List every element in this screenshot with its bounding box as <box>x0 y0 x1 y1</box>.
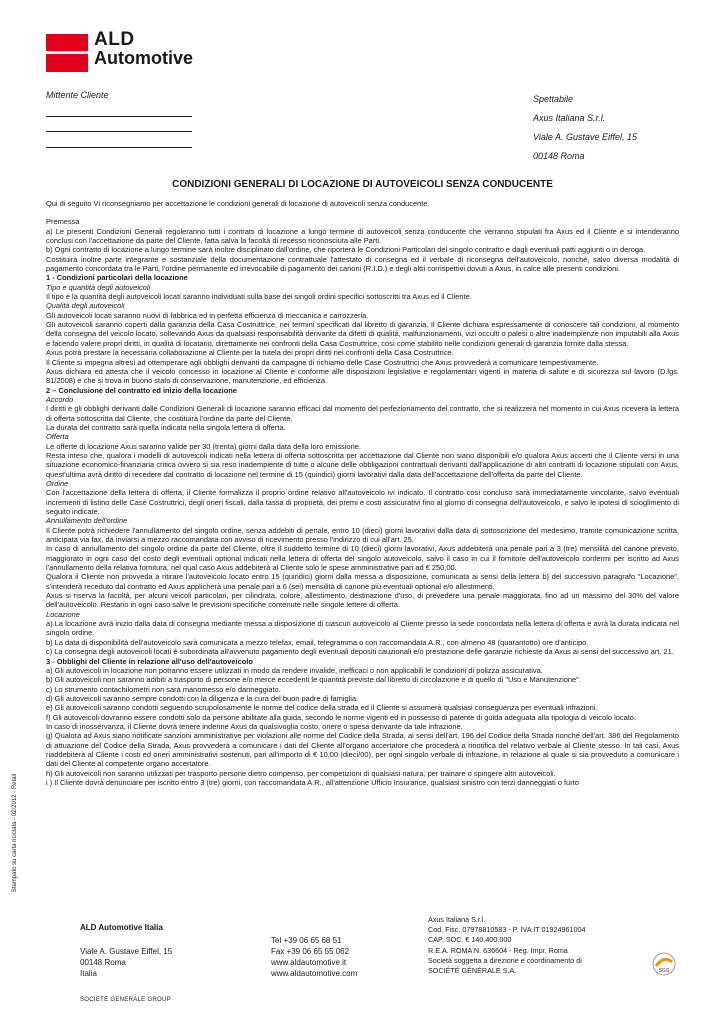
body-paragraph: Axus dichiara ed attesta che il veicolo concesso in locazione al Cliente è conforme alle disposizioni legislative e regolamentari vigenti in materia di salute e di sicurezza sul lavoro (D.lgs. 81/2008) e che si trova in buono stato di conservazione, manutenzione, ed efficienza. <box>46 366 679 386</box>
sender-label: Mittente Cliente <box>46 90 109 100</box>
addressee-block <box>533 90 637 166</box>
body-paragraph: Il Cliente si impegna altresì ad ottemperare agli obblighi derivanti da campagne di richiamo delle Case Costruttrici che Axus provvederà a comunicare tempestivamente. <box>46 357 599 367</box>
body-paragraph: In caso di inosservanza, il Cliente dovrà tenere indenne Axus da qualsivoglia costo, onere o spesa derivante da tale infrazione. <box>46 721 463 731</box>
body-paragraph: a) La locazione avrà inizio dalla data di consegna mediante messa a disposizione di ciascun autoveicolo al Cliente presso la sede concordata nella lettera di offerta e avrà la durata indicata nel singolo ordine. <box>46 619 679 638</box>
addressee-line: Viale A. Gustave Eiffel, 15 <box>533 132 638 142</box>
sgs-label: SGS <box>658 968 670 974</box>
sender-line-2[interactable] <box>46 131 192 132</box>
footer-company: ALD Automotive Italia <box>80 923 163 932</box>
addressee-line: Axus Italiana S.r.l. <box>533 113 606 123</box>
footer-address-line: 00148 Roma <box>80 958 126 967</box>
footer-address <box>80 946 172 979</box>
section-heading: 3 - Obblighi del Cliente in relazione all'uso dell'autoveicolo <box>46 656 253 666</box>
footer-address-line: Viale A. Gustave Eiffel, 15 <box>80 947 173 956</box>
body-paragraph: b) La data di disponibilità dell'autoveicolo sarà comunicata a mezzo telefax, email, telegramma o con raccomandata A.R., con almeno 48 (quarantotto) ore d'anticipo. <box>46 637 589 647</box>
sender-line-1[interactable] <box>46 116 192 117</box>
document-title: CONDIZIONI GENERALI DI LOCAZIONE DI AUTOVEICOLI SENZA CONDUCENTE <box>172 179 553 190</box>
body-paragraph: Axus potrà prestare la necessaria collaborazione al Cliente per la tutela dei propri diritti nei confronti della Casa Costruttrice. <box>46 348 454 358</box>
addressee-line: Spettabile <box>533 94 574 104</box>
subsection-heading: Annullamento dell'ordine <box>46 516 128 526</box>
body-paragraph: Premessa <box>46 217 80 227</box>
body-paragraph: La durata del contratto sarà quella indicata nella singola lettera di offerta. <box>46 422 286 432</box>
document-body <box>46 199 679 787</box>
footer-legal-line: Axus Italiana S.r.l. <box>428 915 486 924</box>
ald-logo-text <box>94 30 193 68</box>
section-heading: 2 – Conclusione del contratto ed inizio della locazione <box>46 385 237 395</box>
subsection-heading: Tipo e quantità degli autoveicoli <box>46 282 151 292</box>
body-paragraph: b) Ogni contratto di locazione a lungo termine sarà inoltre disciplinato dall'ordine, che riporterà le Condizioni Particolari del singolo contratto e dagli eventuali patti aggiunti o in deroga. <box>46 245 646 255</box>
body-paragraph: c) La consegna degli autoveicoli locati è subordinata all'avvenuto pagamento degli eventuali depositi cauzionali e/o prestazione delle garanzie richieste da Axus ai sensi del successivo art. 21. <box>46 647 674 657</box>
body-paragraph: c) Lo strumento contachilometri non sarà manomesso e/o danneggiato. <box>46 684 281 694</box>
footer-legal-line: SOCIÉTÉ GÉNÉRALE S.A. <box>428 966 517 976</box>
subsection-heading: Offerta <box>46 432 69 442</box>
footer-phone: Tel +39 06 65 68 51 <box>271 936 342 945</box>
body-paragraph: d) Gli autoveicoli saranno sempre condotti con la diligenza e la cura del buon padre di famiglia. <box>46 693 359 703</box>
group-label: SOCIETE GENERALE GROUP <box>80 997 171 1003</box>
body-paragraph: Con l'accettazione della lettera di offerta, il Cliente formalizza il proprio ordine relativo all'autoveicolo ivi indicato. Il contratto così concluso sarà immediatamente vincolante, salvo eventuali incrementi di listino delle Case Costruttrici, degli oneri fiscali, dalla tassa di proprietà, dei premi e costi assicurativi fino al giorno di consegna dell'autoveicolo, e salvo le ipotesi di scioglimento di seguito indicate. <box>46 488 679 516</box>
footer-fax: Fax +39 06 65 55 062 <box>271 947 350 956</box>
body-paragraph: a) Gli autoveicoli in locazione non potranno essere utilizzati in modo da rendere invalide, inefficaci o non applicabili le condizioni di polizza assicurativa. <box>46 665 543 675</box>
footer-legal-line: CAP. SOC. € 140.400.000 <box>428 935 512 945</box>
footer-legal-line: R.E.A. ROMA N. 636604 - Reg. Impr. Roma <box>428 945 568 955</box>
footer-website-link[interactable]: www.aldautomotive.it <box>271 958 347 967</box>
footer-contacts <box>271 935 357 979</box>
body-paragraph: g) Qualora ad Axus siano notificate sanzioni amministrative per violazioni alle norme del Codice della Strada, ai sensi dell'art. 196 del Codice della Strada nonché dell'art. 386 del Regolamento di attuazione del Codice della Strada, Axus provvederà a comunicare i dati del Cliente all'organo accertatore che procederà a rinotifica del relativo verbale al Cliente stesso. In tali casi, Axus riaddebiterà al Cliente i costi ed oneri amministrativi sostenuti, pari all'importo di € 10,00 (dieci/00), per ogni singolo verbale di infrazione, in relazione al quale si sia provveduto a comunicare i dati del Cliente al competente organo accertatore. <box>46 731 679 769</box>
body-paragraph: b) Gli autoveicoli non saranno adibiti a trasporto di persone e/o merce eccedenti le quantità previste dal libretto di circolazione e di quello di "Uso e Manutenzione". <box>46 675 581 685</box>
sgs-certification-icon <box>652 952 676 976</box>
body-paragraph: Costituirà inoltre parte integrante e sostanziale della documentazione contrattuale l'attestato di consegna ed il verbale di riconsegna dell'autoveicolo, nonché, salvo diversa modalità di pagamento concordata tra le Parti, l'ordine permanente ed irrevocabile di pagamento dei canoni (R.I.D.) e degli altri corrispettivi dovuti a Axus, in calce alle presenti condizioni. <box>46 254 679 274</box>
subsection-heading: Locazione <box>46 609 80 619</box>
body-paragraph: Qualora il Cliente non provveda a ritirare l'autoveicolo locato entro 15 (quindici) giorni dalla messa a disposizione, comunicata ai sensi della lettera b) del successivo paragrafo "Locazione", s'intenderà receduto dal contratto ed Axus applicherà una penale pari a 6 (sei) mensilità di canone più eventuali optional e/o allestimenti. <box>46 572 679 591</box>
body-paragraph: h) Gli autoveicoli non saranno utilizzati per trasporto persone dietro compenso, per competizioni di qualsiasi natura, per trainare o spingere altri autoveicoli. <box>46 768 556 778</box>
logo-line-2: Automotive <box>94 48 193 68</box>
logo-line-1: ALD <box>94 29 135 50</box>
body-paragraph: i ) Il Cliente dovrà denunciare per iscritto entro 3 (tre) giorni, con raccomandata A.R., all'attenzione Ufficio Insurance, qualsiasi sinistro con terzi danneggiati o furto <box>46 777 579 787</box>
body-paragraph: a) Le presenti Condizioni Generali regoleranno tutti i contratti di locazione a lungo termine di autoveicoli senza conducente che verranno stipulati fra Axus ed il Cliente e si intenderanno conclusi con l'accettazione da parte del Cliente, fatta salva la facoltà di recesso riconosciuta alle Parti. <box>46 226 679 246</box>
section-heading: 1 - Condizioni particolari della locazione <box>46 273 188 283</box>
ald-logo-mark <box>46 34 88 72</box>
body-paragraph: Resta inteso che, qualora i modelli di autoveicoli indicati nella lettera di offerta sottoscritta per accettazione dal Cliente non siano disponibili e/o qualora Axus accerti che il Cliente versi in una situazione economico-finanziaria critica ovvero si sia reso inadempiente di tutte o alcune delle obbligazioni contrattuali derivanti dall'applicazione di altri contratti di locazione stipulati con Axus, quest'ultima avrà diritto di recedere dal contratto di locazione nel termine di 15 (quindici) giorni lavorativi dalla data dell'accettazione dell'offerta da parte del Cliente. <box>46 450 679 479</box>
footer-legal <box>428 915 585 976</box>
footer-legal-line: Società soggetta a direzione e coordinamento di <box>428 955 582 965</box>
subsection-heading: Qualità degli autoveicoli <box>46 301 125 311</box>
side-note-text: Stampato su carta riciclata - 02/2012 - Retail <box>12 773 18 893</box>
body-paragraph: Il Cliente potrà richiedere l'annullamento del singolo ordine, senza addebiti di penale, entro 10 (dieci) giorni lavorativi dalla data di sottoscrizione del medesimo, tramite comunicazione scritta, anticipata via fax, da inviarsi a mezzo raccomandata con avviso di ricevimento presso l'indirizzo di cui all'art. 25. <box>46 525 679 545</box>
body-paragraph: Le offerte di locazione Axus saranno valide per 30 (trenta) giorni dalla data della loro emissione. <box>46 441 361 451</box>
body-paragraph: Il tipo e la quantità degli autoveicoli locati saranno individuati sulla base dei singoli ordini specifici sottoscritti tra Axus ed il Cliente. <box>46 292 472 302</box>
body-paragraph: f) Gli autoveicoli dovranno essere condotti solo da persone abilitate alla guida, secondo le norme vigenti ed in possesso di patente di guida adeguata alla tipologia di veicolo locato. <box>46 712 637 722</box>
footer-legal-line: Cod. Fisc. 07978810583 - P. IVA IT 01924961004 <box>428 925 586 935</box>
body-paragraph: Gli autoveicoli saranno coperti dalla garanzia della Casa Costruttrice, nei termini specificati dal libretto di garanzia. Il Cliente dichiara espressamente di conoscere tali condizioni, al momento della consegna del veicolo locato, sollevando Axus da qualsiasi responsabilità derivante da difetti di qualità, malfunzionamenti, vizi occulti o palesi o altre inadempienze non imputabili alla Axus e facendo valere propri diritti, in qualità di locatario, direttamente nei confronti della Casa Costruttrice, così come stabilito nelle condizioni generali di garanzia fornite dalla stessa. <box>46 320 679 348</box>
footer-website-link[interactable]: www.aldautomotive.com <box>271 969 358 978</box>
addressee-line: 00148 Roma <box>533 151 585 161</box>
subsection-heading: Accordo <box>46 394 74 404</box>
sender-line-3[interactable] <box>46 147 192 148</box>
body-paragraph: In caso di annullamento del singolo ordine da parte del Cliente, oltre il suddetto termine di 10 (dieci) giorni lavorativi, Axus addebiterà una penale pari a 3 (tre) mensilità del canone previsto, maggiorato in ogni caso del costo degli eventuali optional indicati nella lettera di offerta del singolo autoveicolo, salvo il caso in cui il fornitore dell'autoveicolo confermi per iscritto ad Axus l'annullamento della relativa fornitura, nel qual caso Axus addebiterà al Cliente solo le spese amministrative pari ad € 250,00. <box>46 544 679 573</box>
body-paragraph: Axus si riserva la facoltà, per alcuni veicoli particolari, per cilindrata, colore, allestimento, destinazione d'uso, di prevedere una penale maggiorata, fino ad un massimo del 30% del valore dell'autoveicolo. Restano in ogni caso salve le previsioni specifiche contenute nelle singole lettere di offerta. <box>46 591 679 610</box>
footer-address-line: Italia <box>80 969 97 978</box>
body-paragraph: e) Gli autoveicoli saranno condotti seguendo scrupolosamente le norme del codice della strada ed il Cliente si assumerà qualsiasi conseguenza per eventuali infrazioni. <box>46 703 598 713</box>
body-paragraph: Gli autoveicoli locati saranno nuovi di fabbrica ed in perfetta efficienza di meccanica e carrozzeria. <box>46 310 369 320</box>
body-paragraph: I diritti e gli obblighi derivanti dalle Condizioni Generali di locazione saranno efficaci dal momento del perfezionamento del contratto, che si realizzerà nel momento in cui Axus riceverà la lettera di offerta sottoscritta dal Cliente, che costituirà l'ordine da parte del Cliente. <box>46 404 679 423</box>
intro-paragraph: Qui di seguito Vi riconsegniamo per accettazione le condizioni generali di locazione di autoveicoli senza conducente. <box>46 199 430 208</box>
subsection-heading: Ordine <box>46 478 69 488</box>
